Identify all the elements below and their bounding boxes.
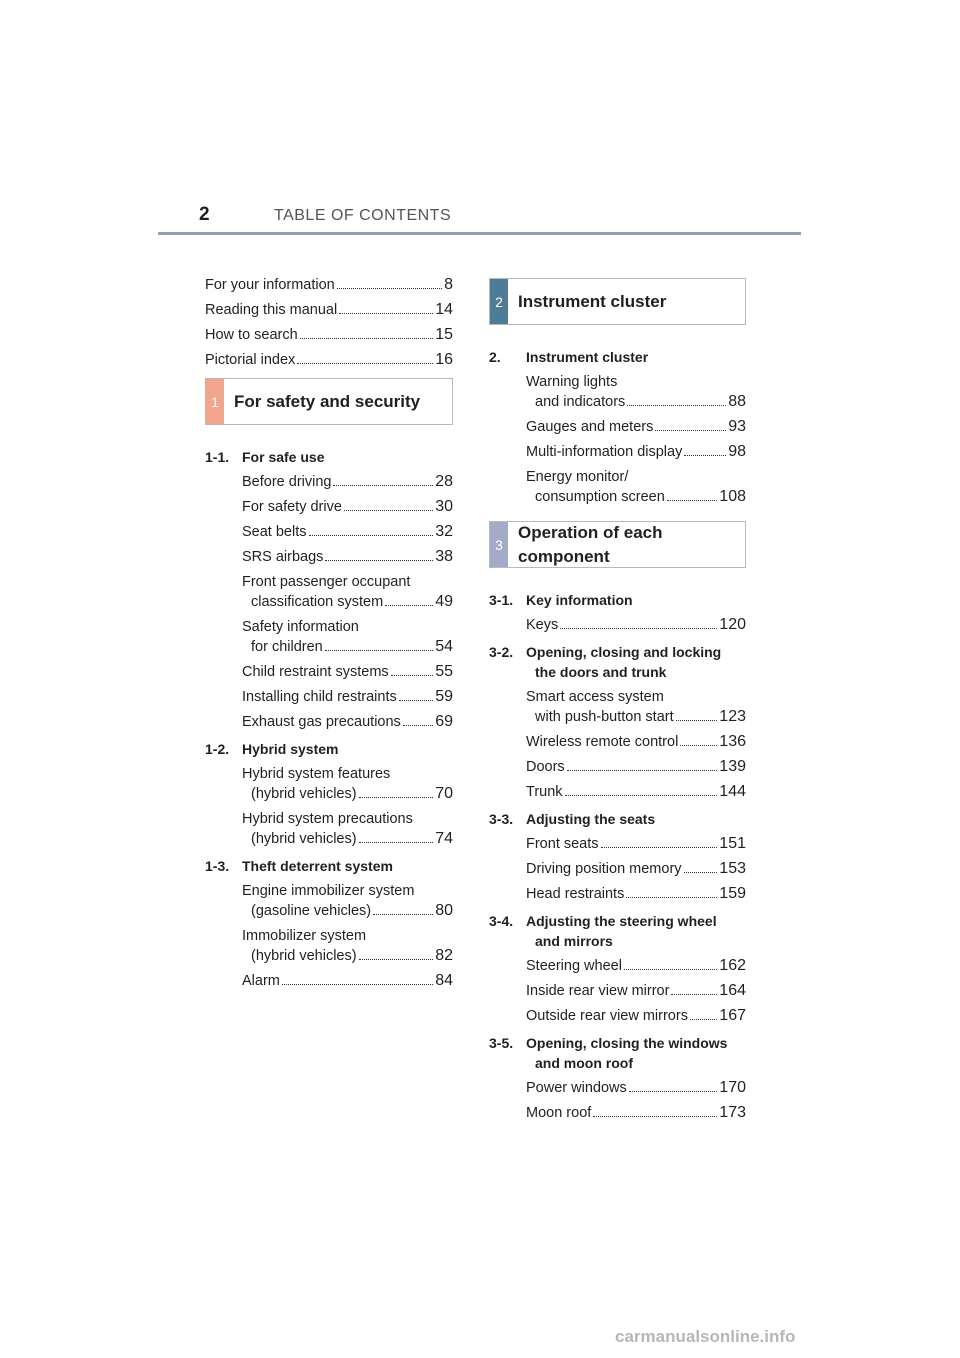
toc-entry[interactable]: [526, 732, 746, 752]
dot-leader: [359, 959, 434, 960]
section-title-line: Opening, closing and locking: [526, 644, 722, 660]
chapter-2-block: [489, 278, 746, 507]
dot-leader: [391, 675, 434, 676]
toc-entry-text: Doors: [526, 759, 565, 775]
section-number: 1-3.: [205, 858, 230, 874]
toc-entry-row: [242, 784, 453, 804]
chapter-title: [508, 279, 676, 324]
dot-leader: [325, 560, 433, 561]
dot-leader: [560, 628, 717, 629]
section-entries: [489, 615, 746, 635]
toc-entry-text: Front seats: [526, 836, 599, 852]
section-entries: [205, 881, 453, 991]
section-title-line: Adjusting the steering wheel: [526, 913, 717, 929]
toc-page-number: 144: [719, 783, 746, 800]
chapter-number-tab: 2: [490, 279, 508, 324]
dot-leader: [339, 313, 433, 314]
toc-entry-text: Engine immobilizer system: [242, 883, 415, 899]
left-column: [205, 275, 453, 996]
section-title-line: and mirrors: [535, 933, 613, 949]
toc-page-number: 69: [435, 713, 453, 730]
chapter-title-line: Instrument cluster: [518, 291, 667, 311]
right-column: [489, 278, 746, 1128]
dot-leader: [359, 797, 434, 798]
dot-leader: [337, 288, 442, 289]
toc-page-number: 54: [435, 638, 453, 655]
toc-entry-row: [526, 884, 746, 904]
section-number: 2.: [489, 349, 501, 365]
toc-entry-text: Multi-information display: [526, 444, 683, 460]
section-title-line: For safe use: [242, 449, 325, 465]
chapter-3-block: [489, 521, 746, 1123]
watermark: carmanualsonline.info: [615, 1327, 796, 1346]
dot-leader: [676, 720, 718, 721]
section-title-line: Key information: [526, 592, 633, 608]
section-entries: [489, 834, 746, 904]
toc-page-number: 88: [728, 393, 746, 410]
toc-page-number: 82: [435, 947, 453, 964]
toc-entry[interactable]: [526, 372, 746, 412]
dot-leader: [300, 338, 434, 339]
toc-entry[interactable]: [242, 809, 453, 849]
dot-leader: [373, 914, 433, 915]
dot-leader: [359, 842, 434, 843]
toc-entry-text: Safety information: [242, 619, 359, 635]
toc-entry[interactable]: [205, 275, 453, 295]
toc-entry-text: Energy monitor/: [526, 469, 629, 485]
section-heading[interactable]: [489, 347, 746, 367]
toc-entry-row: [526, 392, 746, 412]
toc-page-number: 139: [719, 758, 746, 775]
section-title-line: Hybrid system: [242, 741, 339, 757]
section-title-line: Instrument cluster: [526, 349, 649, 365]
section-title: [242, 447, 324, 467]
toc-page-number: 49: [435, 593, 453, 610]
section-number: 3-5.: [489, 1035, 514, 1051]
toc-page-number: 59: [435, 688, 453, 705]
toc-entry-text: (gasoline vehicles): [251, 903, 372, 919]
section-title: [526, 642, 721, 682]
dot-leader: [655, 430, 726, 431]
toc-entry[interactable]: [242, 472, 453, 492]
toc-entry-row: [526, 732, 746, 752]
toc-entry[interactable]: [242, 764, 453, 804]
toc-entry[interactable]: [526, 615, 746, 635]
section-title: [242, 856, 393, 876]
dot-leader: [684, 455, 726, 456]
toc-entry[interactable]: [526, 757, 746, 777]
toc-entry-row: [242, 592, 453, 612]
toc-entry-text: Hybrid system features: [242, 766, 391, 782]
toc-entry[interactable]: [526, 782, 746, 802]
toc-entry-text: Smart access system: [526, 689, 664, 705]
toc-entry[interactable]: [526, 981, 746, 1001]
toc-entry-text: Moon roof: [526, 1105, 592, 1121]
toc-entry-row: [526, 487, 746, 507]
chapter-title-line: For safety and security: [234, 391, 421, 411]
toc-entry[interactable]: [242, 926, 453, 966]
toc-entry[interactable]: [242, 712, 453, 732]
toc-entry-text: For safety drive: [242, 499, 342, 515]
toc-entry-row: [242, 687, 453, 707]
toc-entry-text: Driving position memory: [526, 861, 682, 877]
toc-entry[interactable]: [526, 834, 746, 854]
toc-entry-text: How to search: [205, 327, 298, 343]
toc-entry[interactable]: [526, 1006, 746, 1026]
chapter-title: [224, 379, 430, 424]
section-entries: [489, 1078, 746, 1123]
chapter-title-line: Operation of each: [518, 522, 663, 542]
toc-entry[interactable]: [242, 497, 453, 517]
toc-entry-text: and indicators: [535, 394, 626, 410]
toc-entry-text: consumption screen: [535, 489, 665, 505]
toc-entry[interactable]: [526, 1103, 746, 1123]
toc-entry[interactable]: [526, 884, 746, 904]
toc-entry-text: Exhaust gas precautions: [242, 714, 401, 730]
toc-entry-text: Hybrid system precautions: [242, 811, 413, 827]
toc-page-number: 80: [435, 902, 453, 919]
dot-leader: [309, 535, 434, 536]
toc-entry-row: [205, 300, 453, 320]
toc-entry-row: [242, 497, 453, 517]
toc-entry-text: Steering wheel: [526, 958, 622, 974]
toc-page-number: 108: [719, 488, 746, 505]
toc-page-number: 164: [719, 982, 746, 999]
toc-entry[interactable]: [526, 859, 746, 879]
dot-leader: [403, 725, 433, 726]
dot-leader: [690, 1019, 717, 1020]
toc-entry-row: [242, 971, 453, 991]
page-header: [0, 0, 960, 240]
toc-entry-row: [526, 757, 746, 777]
chapter-number-tab: 1: [206, 379, 224, 424]
toc-entry-text: (hybrid vehicles): [251, 948, 357, 964]
toc-page-number: 151: [719, 835, 746, 852]
chapter-title: [508, 522, 673, 567]
intro-list: [205, 275, 453, 370]
toc-page-number: 173: [719, 1104, 746, 1121]
section-title: [526, 809, 655, 829]
toc-entry-text: Installing child restraints: [242, 689, 397, 705]
toc-entry-text: Inside rear view mirror: [526, 983, 670, 999]
section-entries: [489, 956, 746, 1026]
chapter-heading[interactable]: [205, 378, 453, 425]
section-heading[interactable]: [489, 809, 746, 829]
toc-entry-row: [242, 662, 453, 682]
toc-entry-row: [205, 275, 453, 295]
toc-entry-row: [242, 829, 453, 849]
toc-entry-row: [205, 325, 453, 345]
toc-entry-row: [242, 522, 453, 542]
section-number: 3-4.: [489, 913, 514, 929]
section-title-line: and moon roof: [535, 1055, 633, 1071]
toc-entry-text: Alarm: [242, 973, 280, 989]
toc-entry-text: Head restraints: [526, 886, 625, 902]
section-number: 3-2.: [489, 644, 514, 660]
toc-entry[interactable]: [242, 662, 453, 682]
section-number: 3-3.: [489, 811, 514, 827]
toc-entry[interactable]: [526, 467, 746, 507]
toc-entry-row: [526, 859, 746, 879]
header-rule: [158, 232, 801, 235]
toc-entry-text: Immobilizer system: [242, 928, 367, 944]
toc-entry-text: Warning lights: [526, 374, 618, 390]
toc-page-number: 38: [435, 548, 453, 565]
toc-entry-row: [242, 946, 453, 966]
section-heading[interactable]: [489, 590, 746, 610]
toc-entry-text: Outside rear view mirrors: [526, 1008, 688, 1024]
dot-leader: [399, 700, 433, 701]
toc-entry-row: [242, 637, 453, 657]
toc-page-number: 30: [435, 498, 453, 515]
toc-entry-text: Keys: [526, 617, 559, 633]
dot-leader: [567, 770, 718, 771]
toc-entry-row: [242, 472, 453, 492]
toc-page-number: 93: [728, 418, 746, 435]
section-heading[interactable]: [489, 642, 746, 682]
toc-page-number: 84: [435, 972, 453, 989]
section-title: [526, 590, 633, 610]
toc-entry-text: Gauges and meters: [526, 419, 654, 435]
dot-leader: [624, 969, 717, 970]
toc-entry[interactable]: [242, 547, 453, 567]
toc-entry-row: [242, 547, 453, 567]
toc-entry[interactable]: [242, 522, 453, 542]
dot-leader: [344, 510, 433, 511]
toc-entry-text: SRS airbags: [242, 549, 324, 565]
section-title-line: the doors and trunk: [535, 664, 667, 680]
dot-leader: [565, 795, 718, 796]
toc-entry[interactable]: [526, 687, 746, 727]
toc-entry-text: (hybrid vehicles): [251, 831, 357, 847]
toc-entry-text: Seat belts: [242, 524, 307, 540]
dot-leader: [593, 1116, 717, 1117]
dot-leader: [680, 745, 717, 746]
toc-entry-text: Reading this manual: [205, 302, 338, 318]
section-title-line: Opening, closing the windows: [526, 1035, 728, 1051]
section-number: 3-1.: [489, 592, 514, 608]
section-entries: [205, 764, 453, 849]
toc-entry-row: [526, 956, 746, 976]
toc-entry[interactable]: [242, 572, 453, 612]
toc-entry[interactable]: [526, 442, 746, 462]
section-title-line: Adjusting the seats: [526, 811, 656, 827]
toc-entry[interactable]: [205, 300, 453, 320]
toc-entry-text: For your information: [205, 277, 335, 293]
section-heading[interactable]: [489, 1033, 746, 1073]
toc-page-number: 153: [719, 860, 746, 877]
toc-entry-text: for children: [251, 639, 323, 655]
toc-page-number: 14: [435, 301, 453, 318]
toc-entry-row: [526, 981, 746, 1001]
section-heading[interactable]: [489, 911, 746, 951]
toc-entry-row: [526, 707, 746, 727]
toc-entry-row: [526, 417, 746, 437]
toc-entry-text: (hybrid vehicles): [251, 786, 357, 802]
toc-page-number: 167: [719, 1007, 746, 1024]
toc-entry[interactable]: [242, 687, 453, 707]
dot-leader: [601, 847, 718, 848]
toc-entry-row: [526, 782, 746, 802]
toc-entry[interactable]: [205, 325, 453, 345]
section-title: [526, 347, 648, 367]
toc-entry-row: [242, 901, 453, 921]
section-title: [242, 739, 338, 759]
toc-entry-text: Trunk: [526, 784, 563, 800]
section-heading[interactable]: [205, 447, 453, 467]
dot-leader: [325, 650, 433, 651]
toc-entry-row: [526, 1078, 746, 1098]
toc-page-number: 123: [719, 708, 746, 725]
toc-entry-row: [526, 442, 746, 462]
toc-page-number: 15: [435, 326, 453, 343]
section-number: 1-2.: [205, 741, 230, 757]
toc-entry[interactable]: [526, 956, 746, 976]
chapter-title-line: component: [518, 546, 610, 566]
toc-page-number: 98: [728, 443, 746, 460]
toc-page-number: 55: [435, 663, 453, 680]
toc-page-number: 8: [444, 276, 453, 293]
dot-leader: [667, 500, 718, 501]
page-title: TABLE OF CONTENTS: [274, 207, 452, 224]
toc-entry[interactable]: [526, 417, 746, 437]
toc-entry-text: with push-button start: [535, 709, 674, 725]
dot-leader: [629, 1091, 718, 1092]
dot-leader: [333, 485, 433, 486]
toc-page-number: 159: [719, 885, 746, 902]
toc-entry-text: Child restraint systems: [242, 664, 389, 680]
toc-entry-text: Before driving: [242, 474, 332, 490]
section-heading[interactable]: [205, 856, 453, 876]
toc-entry[interactable]: [526, 1078, 746, 1098]
dot-leader: [671, 994, 717, 995]
toc-page-number: 74: [435, 830, 453, 847]
toc-entry-row: [526, 615, 746, 635]
toc-entry[interactable]: [242, 617, 453, 657]
toc-entry-text: Power windows: [526, 1080, 627, 1096]
toc-entry-row: [526, 834, 746, 854]
section-title: [526, 1033, 727, 1073]
section-entries: [489, 687, 746, 802]
section-heading[interactable]: [205, 739, 453, 759]
toc-page-number: 16: [435, 351, 453, 368]
toc-page-number: 70: [435, 785, 453, 802]
toc-page-number: 162: [719, 957, 746, 974]
dot-leader: [282, 984, 433, 985]
toc-page-number: 32: [435, 523, 453, 540]
toc-entry-text: Wireless remote control: [526, 734, 679, 750]
section-title: [526, 911, 717, 951]
toc-entry[interactable]: [242, 971, 453, 991]
toc-entry[interactable]: [205, 350, 453, 370]
chapter-heading[interactable]: [489, 521, 746, 568]
dot-leader: [297, 363, 433, 364]
toc-page-number: 120: [719, 616, 746, 633]
page-number: 2: [199, 204, 210, 225]
chapter-1-block: [205, 378, 453, 991]
section-entries: [205, 472, 453, 732]
dot-leader: [626, 897, 717, 898]
toc-page-number: 136: [719, 733, 746, 750]
dot-leader: [684, 872, 718, 873]
dot-leader: [627, 405, 726, 406]
toc-entry-text: Front passenger occupant: [242, 574, 411, 590]
toc-entry[interactable]: [242, 881, 453, 921]
chapter-heading[interactable]: [489, 278, 746, 325]
toc-page-number: 28: [435, 473, 453, 490]
toc-page-number: 170: [719, 1079, 746, 1096]
dot-leader: [385, 605, 433, 606]
section-entries: [489, 372, 746, 507]
toc-entry-text: Pictorial index: [205, 352, 296, 368]
chapter-number-tab: 3: [490, 522, 508, 567]
section-number: 1-1.: [205, 449, 230, 465]
toc-entry-row: [242, 712, 453, 732]
section-title-line: Theft deterrent system: [242, 858, 393, 874]
toc-entry-row: [526, 1103, 746, 1123]
toc-entry-row: [205, 350, 453, 370]
toc-entry-text: classification system: [251, 594, 384, 610]
toc-entry-row: [526, 1006, 746, 1026]
